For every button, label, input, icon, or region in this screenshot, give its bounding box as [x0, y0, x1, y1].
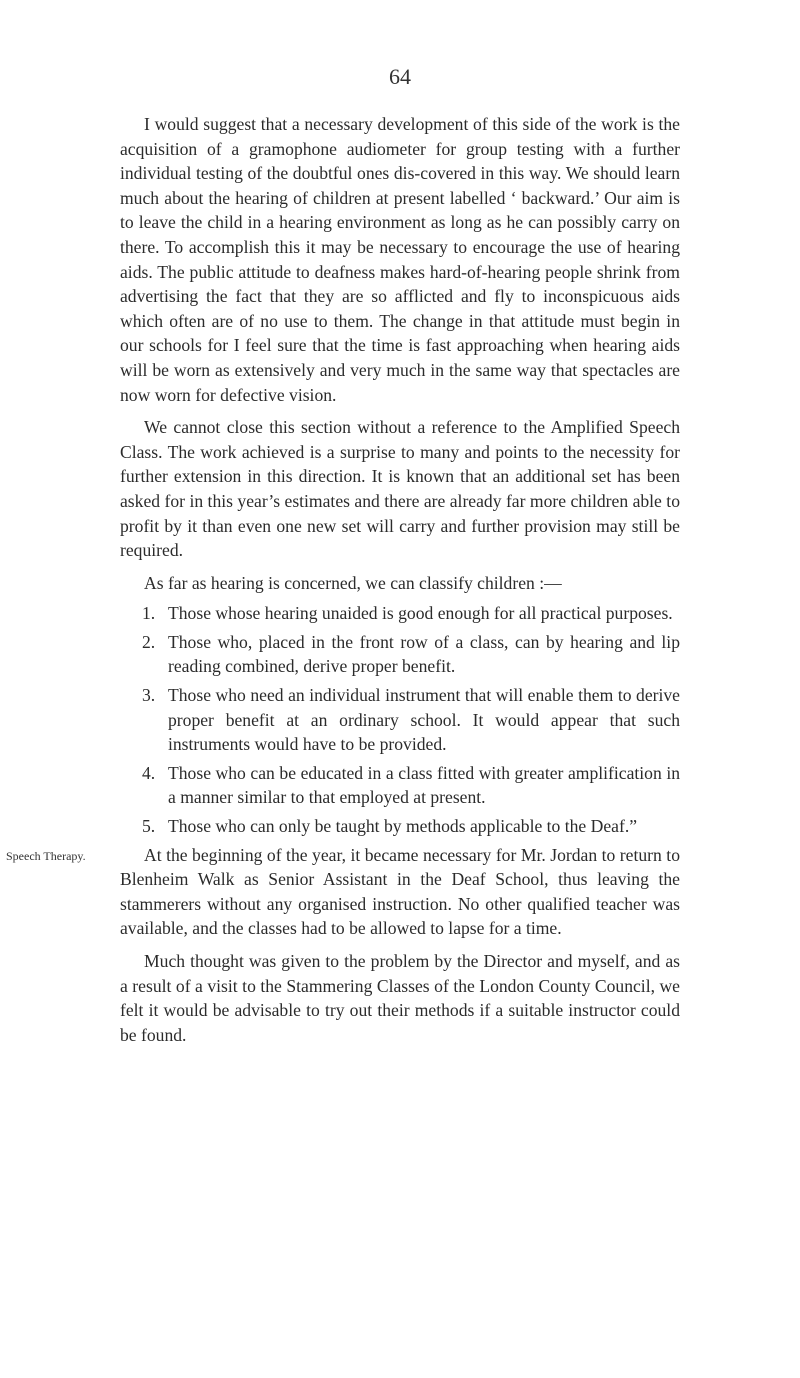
classification-list — [120, 601, 680, 838]
list-item-number: 4. — [142, 762, 156, 783]
list-item-number: 2. — [142, 631, 156, 652]
list-item — [120, 683, 680, 757]
page-number: 64 — [389, 64, 411, 89]
list-item — [120, 761, 680, 810]
list-item-text: Those whose hearing unaided is good enough for all practical purposes. — [168, 603, 673, 624]
list-item-number: 1. — [142, 603, 156, 624]
speech-therapy-text-1: At the beginning of the year, it became necessary for Mr. Jordan to return to Blenheim Walk as Senior Assistant in the Deaf School, thus leaving the stammerers without any organised instruction. No other qualified teacher was available, and the classes had to be allowed to lapse for a time. — [120, 844, 680, 939]
paragraph-classify-intro: As far as hearing is concerned, we can classify children :— — [144, 572, 562, 593]
list-item-number: 5. — [142, 816, 156, 837]
list-item-number: 3. — [142, 685, 156, 706]
paragraph-audiometer: I would suggest that a necessary development of this side of the work is the acquisition of a gramophone audiometer for group testing with a further individual testing of the doubtful ones dis-covered in this way. We should learn much about the hearing of children at present labelled ‘ backward.’ Our aim is to leave the child in a hearing environment as long as he can possibly carry on there. To accomplish this it may be necessary to encourage the use of hearing aids. The public attitude to deafness makes hard-of-hearing people shrink from advertising the fact that they are so afflicted and fly to inconspicuous aids which often are of no use to them. The change in that attitude must begin in our schools for I feel sure that the time is fast approaching when hearing aids will be worn as extensively and very much in the same way that spectacles are now worn for defective vision. — [120, 114, 680, 405]
side-heading-speech-therapy: Speech Therapy. — [6, 848, 86, 863]
paragraph-speech-therapy — [6, 843, 680, 941]
list-item-text: Those who need an individual instrument that will enable them to derive proper benefit at an ordinary school. It would appear that such instruments would have to be provided. — [168, 685, 680, 755]
list-item — [120, 601, 680, 626]
paragraph-amplified-speech: We cannot close this section without a reference to the Amplified Speech Class. The work achieved is a surprise to many and points to the necessity for further extension in this direction. It is known that an additional set has been asked for in this year’s estimates and there are already far more children able to profit by it than even one new set will carry and further provision may still be required. — [120, 417, 680, 561]
body-text — [6, 112, 680, 1055]
list-item — [120, 814, 680, 839]
list-item-text: Those who, placed in the front row of a class, can by hearing and lip reading combined, derive proper benefit. — [168, 631, 680, 677]
list-item-text: Those who can only be taught by methods applicable to the Deaf.” — [168, 816, 638, 837]
list-item-text: Those who can be educated in a class fitted with greater amplification in a manner similar to that employed at present. — [168, 762, 680, 808]
paragraph-stammering-classes: Much thought was given to the problem by the Director and myself, and as a result of a visit to the Stammering Classes of the London County Council, we felt it would be advisable to try out their methods if a suitable instructor could be found. — [120, 951, 680, 1045]
list-item — [120, 630, 680, 679]
